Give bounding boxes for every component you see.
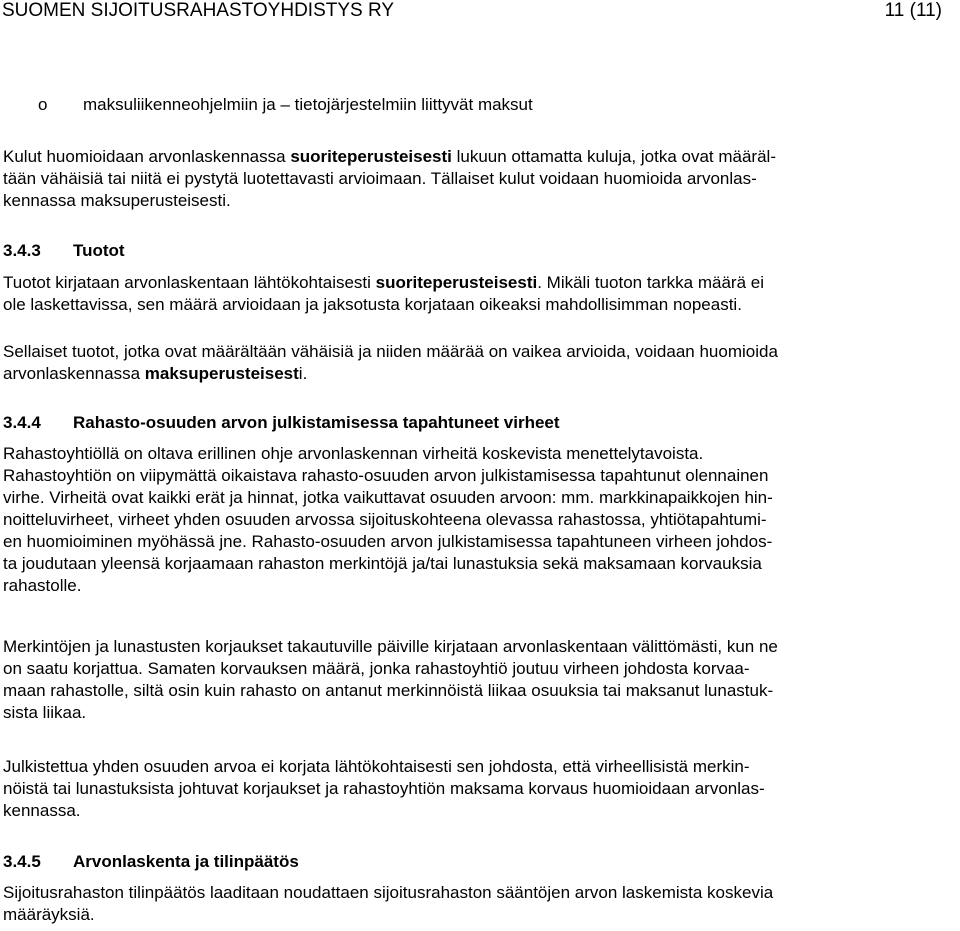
paragraph-financial-statements <box>3 882 948 926</box>
paragraph-line: kennassa. <box>3 801 81 820</box>
paragraph-published-value <box>3 756 948 822</box>
list-item <box>38 94 533 116</box>
paragraph-line: on saatu korjattua. Samaten korvauksen määrä, jonka rahastoyhtiö joutuu virheen johdosta korvaa- <box>3 659 750 678</box>
bold-text-run: suoriteperusteisesti <box>375 273 538 292</box>
bullet-marker: o <box>38 95 48 114</box>
paragraph-line: ta joudutaan yleensä korjaamaan rahaston merkintöjä ja/tai lunastuksia sekä maksamaan korvauksia <box>3 554 762 573</box>
bold-text-run: maksuperusteisest <box>144 364 299 383</box>
paragraph-line <box>3 272 948 294</box>
paragraph-line: Rahastoyhtiön on viipymättä oikaistava rahasto-osuuden arvon julkistamisessa tapahtunut olennainen <box>3 466 769 485</box>
paragraph-line: kennassa maksuperusteisesti. <box>3 191 231 210</box>
bold-text-run: suoriteperusteisesti <box>290 147 452 166</box>
paragraph-costs <box>3 146 948 212</box>
text-run: arvonlaskennassa <box>3 364 145 383</box>
section-title: Tuotot <box>73 241 125 260</box>
paragraph-line: maan rahastolle, siltä osin kuin rahasto on antanut merkinnöistä liikaa osuuksia tai maksanut lunastuk- <box>3 681 774 700</box>
paragraph-line <box>3 146 948 168</box>
text-run: lukuun ottamatta kuluja, jotka ovat määräl- <box>451 147 776 166</box>
paragraph-income <box>3 272 948 316</box>
section-title: Rahasto-osuuden arvon julkistamisessa tapahtuneet virheet <box>73 413 560 432</box>
paragraph-line: noitteluvirheet, virheet yhden osuuden arvossa sijoituskohteena olevassa rahastossa, yhtiötapahtumi- <box>3 510 767 529</box>
page-header <box>0 0 942 22</box>
section-number: 3.4.4 <box>3 413 41 432</box>
paragraph-line: Julkistettua yhden osuuden arvoa ei korjata lähtökohtaisesti sen johdosta, että virheellisistä merkin- <box>3 757 750 776</box>
section-number: 3.4.3 <box>3 241 41 260</box>
text-run: i. <box>298 364 308 383</box>
paragraph-line: nöistä tai lunastuksista johtuvat korjaukset ja rahastoyhtiön maksama korvaus huomioidaan arvonlas- <box>3 779 765 798</box>
paragraph-line: Sellaiset tuotot, jotka ovat määrältään vähäisiä ja niiden määrää on vaikea arvioida, voidaan huomioida <box>3 342 778 361</box>
paragraph-line: sista liikaa. <box>3 703 87 722</box>
section-heading-3-4-5 <box>3 851 299 873</box>
paragraph-line: tään vähäisiä tai niitä ei pystytä luotettavasti arvioimaan. Tällaiset kulut voidaan huomioida arvonlas- <box>3 169 757 188</box>
paragraph-minor-income <box>3 341 948 385</box>
organization-name: SUOMEN SIJOITUSRAHASTOYHDISTYS RY <box>2 0 395 21</box>
text-run: Kulut huomioidaan arvonlaskennassa <box>3 147 291 166</box>
paragraph-line: virhe. Virheitä ovat kaikki erät ja hinnat, jotka vaikuttavat osuuden arvoon: mm. markkinapaikkojen hin- <box>3 488 773 507</box>
section-heading-3-4-3 <box>3 240 125 262</box>
paragraph-line: en huomioiminen myöhässä jne. Rahasto-osuuden arvon julkistamisessa tapahtuneen virheen johdos- <box>3 532 773 551</box>
paragraph-line: Merkintöjen ja lunastusten korjaukset takautuville päiville kirjataan arvonlaskentaan välittömästi, kun ne <box>3 637 778 656</box>
paragraph-line: määräyksiä. <box>3 905 95 924</box>
paragraph-line: Sijoitusrahaston tilinpäätös laaditaan noudattaen sijoitusrahaston sääntöjen arvon laskemista koskevia <box>3 883 774 902</box>
section-title: Arvonlaskenta ja tilinpäätös <box>73 852 299 871</box>
text-run: Tuotot kirjataan arvonlaskentaan lähtökohtaisesti <box>3 273 376 292</box>
section-heading-3-4-4 <box>3 412 560 434</box>
list-item-text: maksuliikenneohjelmiin ja – tietojärjestelmiin liittyvät maksut <box>83 95 533 114</box>
paragraph-errors <box>3 443 948 597</box>
page-number: 11 (11) <box>884 0 942 21</box>
section-number: 3.4.5 <box>3 852 41 871</box>
paragraph-line: ole laskettavissa, sen määrä arvioidaan ja jaksotusta korjataan oikeaksi mahdollisimman nopeasti. <box>3 295 742 314</box>
paragraph-corrections <box>3 636 948 724</box>
text-run: . Mikäli tuoton tarkka määrä ei <box>537 273 764 292</box>
paragraph-line <box>3 363 948 385</box>
paragraph-line: rahastolle. <box>3 576 82 595</box>
paragraph-line: Rahastoyhtiöllä on oltava erillinen ohje arvonlaskennan virheitä koskevista menettelytavoista. <box>3 444 704 463</box>
